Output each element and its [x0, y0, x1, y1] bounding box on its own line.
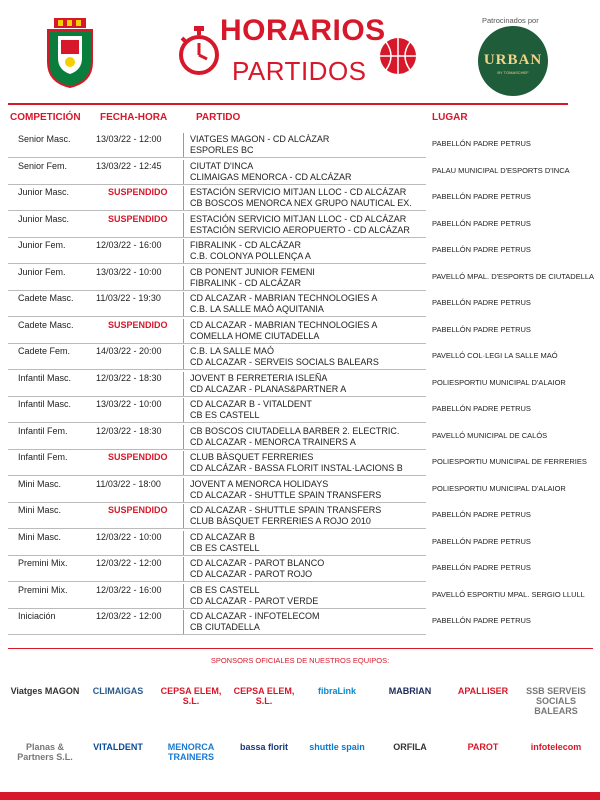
table-row — [0, 185, 600, 211]
cell-separator — [183, 610, 184, 634]
cell-separator — [183, 133, 184, 157]
cell-partido-line1: JOVENT B FERRETERIA ISLEÑA — [190, 372, 328, 383]
sponsor-logo: SSB SERVEIS SOCIALS BALEARS — [526, 686, 586, 716]
cell-partido-line1: CD ALCAZAR - INFOTELECOM — [190, 611, 320, 621]
stopwatch-icon — [176, 26, 222, 76]
table-row — [0, 450, 600, 476]
main-sponsor-name: URBAN — [483, 52, 543, 68]
cell-fecha: 12/03/22 - 12:00 — [96, 558, 162, 568]
page-subtitle: PARTIDOS — [232, 56, 367, 86]
cell-partido-line2: C.B. COLONYA POLLENÇA A — [190, 251, 311, 261]
cell-lugar: PABELLÓN PADRE PETRUS — [432, 298, 531, 307]
sponsor-logo: fibraLink — [317, 686, 356, 696]
cell-fecha: 12/03/22 - 18:30 — [96, 425, 162, 436]
sponsor-logo: Planas & Partners S.L. — [17, 742, 73, 762]
col-competicion: COMPETICIÓN — [10, 112, 81, 123]
cell-competicion: Mini Masc. — [18, 531, 62, 542]
table-row — [0, 556, 600, 582]
cell-partido-line2: ESTACIÓN SERVICIO AEROPUERTO - CD ALCÁZAR — [190, 224, 410, 235]
cell-competicion: Premini Mix. — [18, 558, 68, 568]
cell-partido-line2: C.B. LA SALLE MAÓ AQUITANIA — [190, 304, 324, 314]
cell-lugar: PAVELLÓ MUNICIPAL DE CALÓS — [432, 430, 548, 440]
cell-competicion: Junior Fem. — [18, 266, 66, 277]
cell-lugar: PABELLÓN PADRE PETRUS — [432, 616, 531, 625]
cell-fecha: 11/03/22 - 18:00 — [96, 478, 161, 489]
sponsor-logo: PAROT — [467, 742, 499, 752]
table-row — [0, 424, 600, 450]
cell-separator — [183, 160, 184, 184]
main-sponsor-sub: BY TOMASCHEF — [497, 70, 529, 75]
cell-partido-line1: C.B. LA SALLE MAÓ — [190, 346, 275, 356]
cell-lugar: PAVELLÓ ESPORTIU MPAL. SERGIO LLULL — [432, 589, 585, 599]
cell-separator — [183, 398, 184, 422]
sponsor-logo: MENORCA TRAINERS — [167, 742, 215, 762]
col-fecha: FECHA-HORA — [100, 112, 168, 123]
cell-competicion: Cadete Masc. — [18, 293, 74, 303]
cell-partido-line1: CLUB BÀSQUET FERRERIES — [190, 452, 314, 462]
cell-competicion: Senior Masc. — [18, 134, 71, 144]
sponsor-logo: CLIMAIGAS — [92, 686, 144, 696]
cell-partido-line1: CD ALCAZAR - MABRIAN TECHNOLOGIES A — [190, 319, 378, 330]
cell-separator — [183, 372, 184, 396]
cell-separator — [183, 425, 184, 449]
table-row — [0, 291, 600, 317]
cell-partido-line2: ESPORLES BC — [190, 145, 254, 155]
cell-fecha: SUSPENDIDO — [108, 452, 168, 462]
cell-competicion: Mini Masc. — [18, 478, 62, 489]
sponsor-logo: CEPSA ELEM, S.L. — [233, 686, 295, 706]
cell-lugar: PAVELLÓ MPAL. D'ESPORTS DE CIUTADELLA — [432, 271, 595, 281]
cell-separator — [183, 186, 184, 210]
cell-separator — [183, 584, 184, 608]
sponsor-logo: shuttle spain — [309, 742, 365, 752]
table-row — [0, 265, 600, 291]
table-row — [0, 344, 600, 370]
sponsors-title: SPONSORS OFICIALES DE NUESTROS EQUIPOS: — [210, 656, 390, 665]
cell-partido-line1: CD ALCAZAR - SHUTTLE SPAIN TRANSFERS — [190, 505, 382, 515]
sponsor-logo: ORFILA — [393, 742, 427, 752]
cell-competicion: Junior Fem. — [18, 240, 66, 250]
cell-lugar: PABELLÓN PADRE PETRUS — [432, 139, 531, 148]
cell-fecha: 13/03/22 - 12:00 — [96, 134, 162, 144]
cell-partido-line1: CB PONENT JUNIOR FEMENI — [190, 266, 315, 277]
page-title: HORARIOS — [220, 14, 386, 47]
cell-competicion: Junior Masc. — [18, 213, 70, 224]
table-row — [0, 238, 600, 264]
cell-partido-line2: CD ALCAZAR - SHUTTLE SPAIN TRANSFERS — [190, 489, 382, 500]
table-row — [0, 477, 600, 503]
cell-lugar: POLIESPORTIU MUNICIPAL D'ALAIOR — [432, 377, 566, 387]
cell-partido-line2: CD ALCAZAR - MENORCA TRAINERS A — [190, 436, 356, 447]
cell-fecha: 13/03/22 - 12:45 — [96, 160, 162, 171]
cell-fecha: 13/03/22 - 10:00 — [96, 266, 162, 277]
cell-competicion: Iniciación — [18, 611, 56, 621]
cell-partido-line1: ESTACIÓN SERVICIO MITJAN LLOC - CD ALCÁZAR — [190, 213, 407, 224]
cell-partido-line2: CLUB BÀSQUET FERRERIES A ROJO 2010 — [190, 516, 371, 526]
header-divider — [8, 103, 568, 105]
cell-separator — [183, 292, 184, 316]
cell-competicion: Infantil Masc. — [18, 399, 72, 409]
cell-lugar: PABELLÓN PADRE PETRUS — [432, 324, 531, 334]
cell-fecha: SUSPENDIDO — [108, 213, 168, 224]
cell-lugar: PABELLÓN PADRE PETRUS — [432, 563, 531, 572]
sponsor-logo: APALLISER — [457, 686, 509, 696]
main-sponsor-logo — [478, 26, 548, 96]
sponsor-label: Patrocinados por — [482, 16, 539, 25]
cell-lugar: PABELLÓN PADRE PETRUS — [432, 510, 531, 519]
cell-fecha: 13/03/22 - 10:00 — [96, 399, 162, 409]
cell-fecha: SUSPENDIDO — [108, 505, 168, 515]
col-partido: PARTIDO — [196, 112, 241, 123]
cell-competicion: Premini Mix. — [18, 584, 68, 595]
table-row — [0, 371, 600, 397]
cell-competicion: Infantil Fem. — [18, 452, 68, 462]
cell-partido-line2: CB ES CASTELL — [190, 410, 260, 420]
cell-lugar: PABELLÓN PADRE PETRUS — [432, 536, 531, 546]
cell-lugar: PAVELLÓ COL·LEGI LA SALLE MAÓ — [432, 351, 558, 360]
cell-lugar: POLIESPORTIU MUNICIPAL DE FERRERIES — [432, 457, 587, 466]
cell-partido-line1: JOVENT A MENORCA HOLIDAYS — [190, 478, 329, 489]
cell-partido-line1: CD ALCAZAR - MABRIAN TECHNOLOGIES A — [190, 293, 378, 303]
cell-partido-line1: CD ALCAZAR B - VITALDENT — [190, 399, 312, 409]
cell-competicion: Infantil Masc. — [18, 372, 72, 383]
cell-partido-line2: CD ALCÁZAR - BASSA FLORIT INSTAL·LACIONS B — [190, 463, 403, 473]
cell-partido-line2: CB BOSCOS MENORCA NEX GRUPO NAUTICAL EX. — [190, 198, 412, 208]
cell-lugar: PABELLÓN PADRE PETRUS — [432, 192, 531, 201]
cell-competicion: Infantil Fem. — [18, 425, 68, 436]
cell-fecha: SUSPENDIDO — [108, 187, 168, 197]
cell-separator — [183, 213, 184, 237]
cell-fecha: SUSPENDIDO — [108, 319, 168, 330]
cell-partido-line2: CLIMAIGAS MENORCA - CD ALCÁZAR — [190, 171, 352, 182]
cell-competicion: Cadete Masc. — [18, 319, 74, 330]
cell-competicion: Senior Fem. — [18, 160, 68, 171]
cell-partido-line1: ESTACIÓN SERVICIO MITJAN LLOC - CD ALCÁZAR — [190, 187, 407, 197]
sponsors-divider — [8, 648, 593, 649]
basketball-icon — [378, 36, 418, 76]
cell-separator — [183, 239, 184, 263]
cell-partido-line1: FIBRALINK - CD ALCÁZAR — [190, 240, 302, 250]
cell-fecha: 12/03/22 - 16:00 — [96, 584, 162, 595]
cell-competicion: Mini Masc. — [18, 505, 62, 515]
cell-separator — [183, 266, 184, 290]
table-row — [0, 132, 600, 158]
cell-partido-line2: CD ALCAZAR - SERVEIS SOCIALS BALEARS — [190, 357, 379, 367]
sponsor-logo: MABRIAN — [388, 686, 432, 696]
cell-lugar: PABELLÓN PADRE PETRUS — [432, 245, 531, 254]
row-divider — [8, 634, 426, 635]
cell-fecha: 11/03/22 - 19:30 — [96, 293, 161, 303]
cell-partido-line1: CB ES CASTELL — [190, 584, 260, 595]
table-row — [0, 503, 600, 529]
bottom-bar — [0, 792, 600, 800]
cell-lugar: PABELLÓN PADRE PETRUS — [432, 218, 531, 228]
cell-fecha: 12/03/22 - 10:00 — [96, 531, 162, 542]
cell-partido-line1: CD ALCAZAR B — [190, 531, 256, 542]
cell-fecha: 12/03/22 - 18:30 — [96, 372, 162, 383]
cell-partido-line1: VIATGES MAGON - CD ALCÀZAR — [190, 134, 330, 144]
cell-competicion: Junior Masc. — [18, 187, 70, 197]
cell-separator — [183, 451, 184, 475]
cell-separator — [183, 345, 184, 369]
cell-separator — [183, 504, 184, 528]
table-row — [0, 609, 600, 635]
cell-lugar: PABELLÓN PADRE PETRUS — [432, 404, 531, 413]
sponsor-logo: Viatges MAGON — [10, 686, 80, 696]
cell-separator — [183, 531, 184, 555]
crest-icon — [44, 18, 96, 88]
cell-partido-line1: CD ALCAZAR - PAROT BLANCO — [190, 558, 325, 568]
cell-partido-line2: FIBRALINK - CD ALCÁZAR — [190, 277, 302, 288]
cell-competicion: Cadete Fem. — [18, 346, 71, 356]
cell-partido-line1: CIUTAT D'INCA — [190, 160, 254, 171]
sponsor-logo: CEPSA ELEM, S.L. — [160, 686, 222, 706]
table-row — [0, 159, 600, 185]
cell-separator — [183, 478, 184, 502]
cell-partido-line1: CB BOSCOS CIUTADELLA BARBER 2. ELECTRIC. — [190, 425, 400, 436]
cell-fecha: 14/03/22 - 20:00 — [96, 346, 162, 356]
cell-fecha: 12/03/22 - 16:00 — [96, 240, 162, 250]
cell-separator — [183, 319, 184, 343]
cell-partido-line2: CD ALCAZAR - PAROT ROJO — [190, 569, 313, 579]
sponsor-logo: infotelecom — [530, 742, 582, 752]
cell-lugar: POLIESPORTIU MUNICIPAL D'ALAIOR — [432, 483, 566, 493]
col-lugar: LUGAR — [432, 112, 468, 123]
table-row — [0, 583, 600, 609]
cell-partido-line2: CD ALCAZAR - PLANAS&PARTNER A — [190, 383, 347, 394]
cell-partido-line2: CB CIUTADELLA — [190, 622, 260, 632]
table-row — [0, 530, 600, 556]
cell-fecha: 12/03/22 - 12:00 — [96, 611, 162, 621]
cell-lugar: PALAU MUNICIPAL D'ESPORTS D'INCA — [432, 165, 570, 175]
cell-partido-line2: COMELLA HOME CIUTADELLA — [190, 330, 320, 341]
cell-separator — [183, 557, 184, 581]
table-row — [0, 212, 600, 238]
table-row — [0, 318, 600, 344]
sponsor-logo: VITALDENT — [93, 742, 143, 752]
table-row — [0, 397, 600, 423]
cell-partido-line2: CD ALCAZAR - PAROT VERDE — [190, 595, 319, 606]
cell-partido-line2: CB ES CASTELL — [190, 542, 260, 553]
sponsor-logo: bassa florit — [239, 742, 288, 752]
